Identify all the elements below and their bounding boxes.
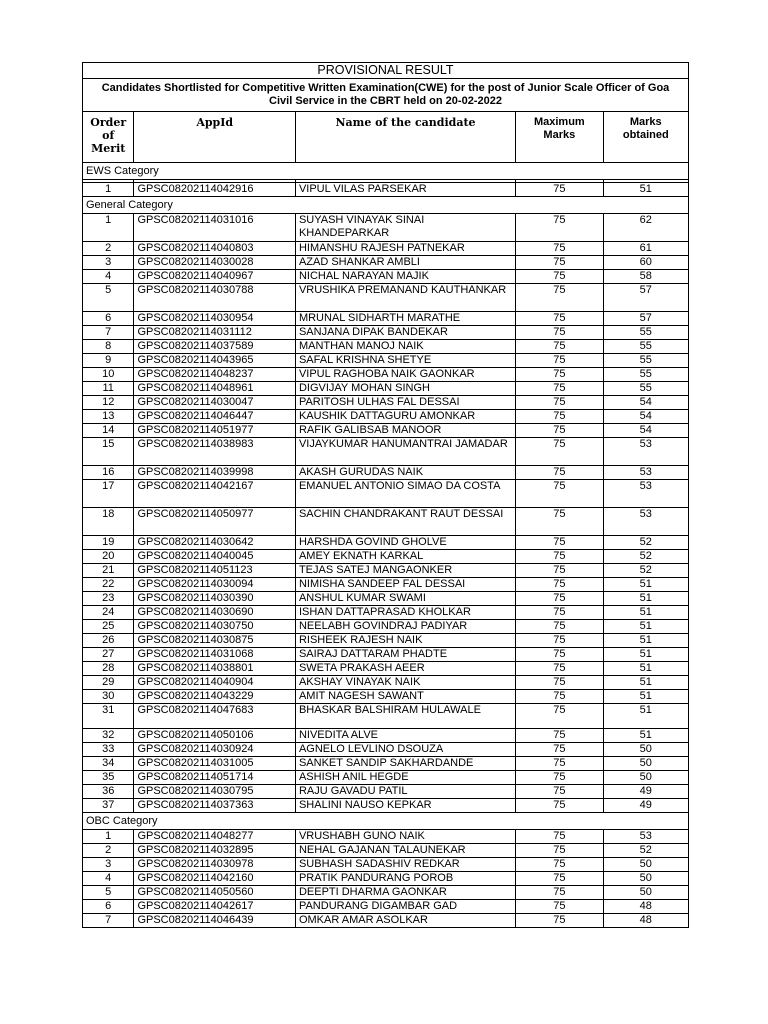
marks-obtained-cell: 49 [603,799,688,813]
marks-obtained-cell: 49 [603,785,688,799]
table-row [83,368,689,382]
marks-obtained-cell: 52 [603,536,688,550]
appid-cell: GPSC08202114046439 [134,914,296,928]
candidate-name-cell: PRATIK PANDURANG POROB [295,872,515,886]
order-of-merit-cell: 30 [83,690,134,704]
appid-cell: GPSC08202114051123 [134,564,296,578]
candidate-name-cell: NEELABH GOVINDRAJ PADIYAR [295,620,515,634]
table-row [83,284,689,312]
appid-cell: GPSC08202114030978 [134,858,296,872]
order-of-merit-cell: 9 [83,354,134,368]
maximum-marks-cell: 75 [516,757,603,771]
order-of-merit-cell: 37 [83,799,134,813]
marks-obtained-cell: 51 [603,183,688,197]
maximum-marks-cell: 75 [516,785,603,799]
table-row [83,634,689,648]
maximum-marks-cell: 75 [516,214,603,242]
candidate-name-cell: RAFIK GALIBSAB MANOOR [295,424,515,438]
marks-obtained-cell: 51 [603,634,688,648]
table-row [83,256,689,270]
appid-cell: GPSC08202114050560 [134,886,296,900]
marks-obtained-cell: 51 [603,648,688,662]
order-of-merit-cell: 26 [83,634,134,648]
candidate-name-cell: VIJAYKUMAR HANUMANTRAI JAMADAR [295,438,515,466]
order-of-merit-cell: 27 [83,648,134,662]
marks-obtained-cell: 57 [603,284,688,312]
order-of-merit-cell: 14 [83,424,134,438]
candidate-name-cell: MRUNAL SIDHARTH MARATHE [295,312,515,326]
table-row [83,592,689,606]
table-row [83,858,689,872]
appid-cell: GPSC08202114031112 [134,326,296,340]
candidate-name-cell: OMKAR AMAR ASOLKAR [295,914,515,928]
maximum-marks-cell: 75 [516,799,603,813]
maximum-marks-cell: 75 [516,424,603,438]
maximum-marks-cell: 75 [516,900,603,914]
appid-cell: GPSC08202114043229 [134,690,296,704]
appid-cell: GPSC08202114031068 [134,648,296,662]
maximum-marks-cell: 75 [516,771,603,785]
order-of-merit-cell: 31 [83,704,134,729]
marks-obtained-cell: 55 [603,368,688,382]
marks-obtained-cell: 54 [603,424,688,438]
marks-obtained-cell: 50 [603,771,688,785]
table-row [83,690,689,704]
maximum-marks-cell: 75 [516,606,603,620]
marks-obtained-cell: 51 [603,704,688,729]
candidate-name-cell: SAFAL KRISHNA SHETYE [295,354,515,368]
header-maximum-marks: Maximum Marks [516,112,603,163]
appid-cell: GPSC08202114043965 [134,354,296,368]
appid-cell: GPSC08202114050977 [134,508,296,536]
order-of-merit-cell: 19 [83,536,134,550]
order-of-merit-cell: 21 [83,564,134,578]
appid-cell: GPSC08202114042617 [134,900,296,914]
order-of-merit-cell: 8 [83,340,134,354]
marks-obtained-cell: 53 [603,508,688,536]
order-of-merit-cell: 3 [83,858,134,872]
marks-obtained-cell: 51 [603,729,688,743]
maximum-marks-cell: 75 [516,858,603,872]
table-row [83,606,689,620]
marks-obtained-cell: 53 [603,830,688,844]
table-row [83,396,689,410]
result-table [82,62,689,928]
maximum-marks-cell: 75 [516,242,603,256]
order-of-merit-cell: 16 [83,466,134,480]
candidate-name-cell: AKSHAY VINAYAK NAIK [295,676,515,690]
marks-obtained-cell: 62 [603,214,688,242]
candidate-name-cell: SACHIN CHANDRAKANT RAUT DESSAI [295,508,515,536]
header-appid: AppId [134,112,296,163]
appid-cell: GPSC08202114037589 [134,340,296,354]
table-row [83,844,689,858]
appid-cell: GPSC08202114031005 [134,757,296,771]
marks-obtained-cell: 51 [603,592,688,606]
order-of-merit-cell: 5 [83,886,134,900]
marks-obtained-cell: 55 [603,354,688,368]
appid-cell: GPSC08202114046447 [134,410,296,424]
maximum-marks-cell: 75 [516,536,603,550]
table-row [83,410,689,424]
marks-obtained-cell: 58 [603,270,688,284]
table-row [83,743,689,757]
appid-cell: GPSC08202114030390 [134,592,296,606]
maximum-marks-cell: 75 [516,508,603,536]
appid-cell: GPSC08202114032895 [134,844,296,858]
order-of-merit-cell: 35 [83,771,134,785]
order-of-merit-cell: 13 [83,410,134,424]
marks-obtained-cell: 48 [603,914,688,928]
maximum-marks-cell: 75 [516,312,603,326]
candidate-name-cell: SUBHASH SADASHIV REDKAR [295,858,515,872]
table-row [83,354,689,368]
order-of-merit-cell: 11 [83,382,134,396]
candidate-name-cell: BHASKAR BALSHIRAM HULAWALE [295,704,515,729]
appid-cell: GPSC08202114048277 [134,830,296,844]
marks-obtained-cell: 52 [603,550,688,564]
maximum-marks-cell: 75 [516,634,603,648]
order-of-merit-cell: 22 [83,578,134,592]
marks-obtained-cell: 55 [603,340,688,354]
appid-cell: GPSC08202114030642 [134,536,296,550]
maximum-marks-cell: 75 [516,382,603,396]
appid-cell: GPSC08202114048961 [134,382,296,396]
appid-cell: GPSC08202114039998 [134,466,296,480]
table-row [83,214,689,242]
maximum-marks-cell: 75 [516,550,603,564]
candidate-name-cell: NICHAL NARAYAN MAJIK [295,270,515,284]
marks-obtained-cell: 50 [603,872,688,886]
maximum-marks-cell: 75 [516,620,603,634]
maximum-marks-cell: 75 [516,743,603,757]
table-row [83,757,689,771]
maximum-marks-cell: 75 [516,340,603,354]
table-row [83,886,689,900]
marks-obtained-cell: 52 [603,844,688,858]
table-row [83,270,689,284]
appid-cell: GPSC08202114040045 [134,550,296,564]
marks-obtained-cell: 51 [603,606,688,620]
maximum-marks-cell: 75 [516,410,603,424]
marks-obtained-cell: 48 [603,900,688,914]
marks-obtained-cell: 50 [603,858,688,872]
category-heading: OBC Category [83,813,689,830]
candidate-name-cell: SANJANA DIPAK BANDEKAR [295,326,515,340]
maximum-marks-cell: 75 [516,284,603,312]
appid-cell: GPSC08202114037363 [134,799,296,813]
result-sheet [82,62,689,928]
maximum-marks-cell: 75 [516,886,603,900]
order-of-merit-cell: 10 [83,368,134,382]
appid-cell: GPSC08202114030788 [134,284,296,312]
page-title: PROVISIONAL RESULT [83,63,689,79]
candidate-name-cell: TEJAS SATEJ MANGAONKER [295,564,515,578]
maximum-marks-cell: 75 [516,872,603,886]
appid-cell: GPSC08202114040967 [134,270,296,284]
candidate-name-cell: AMEY EKNATH KARKAL [295,550,515,564]
candidate-name-cell: NEHAL GAJANAN TALAUNEKAR [295,844,515,858]
candidate-name-cell: DIGVIJAY MOHAN SINGH [295,382,515,396]
candidate-name-cell: PARITOSH ULHAS FAL DESSAI [295,396,515,410]
category-heading: General Category [83,197,689,214]
candidate-name-cell: ASHISH ANIL HEGDE [295,771,515,785]
candidate-name-cell: AGNELO LEVLINO DSOUZA [295,743,515,757]
table-row [83,550,689,564]
marks-obtained-cell: 52 [603,564,688,578]
order-of-merit-cell: 33 [83,743,134,757]
marks-obtained-cell: 53 [603,438,688,466]
appid-cell: GPSC08202114030047 [134,396,296,410]
order-of-merit-cell: 20 [83,550,134,564]
order-of-merit-cell: 17 [83,480,134,508]
maximum-marks-cell: 75 [516,368,603,382]
appid-cell: GPSC08202114051714 [134,771,296,785]
candidate-name-cell: KAUSHIK DATTAGURU AMONKAR [295,410,515,424]
table-row [83,900,689,914]
marks-obtained-cell: 51 [603,690,688,704]
table-row [83,340,689,354]
table-row [83,382,689,396]
candidate-name-cell: SWETA PRAKASH AEER [295,662,515,676]
order-of-merit-cell: 28 [83,662,134,676]
marks-obtained-cell: 50 [603,757,688,771]
maximum-marks-cell: 75 [516,914,603,928]
maximum-marks-cell: 75 [516,396,603,410]
order-of-merit-cell: 4 [83,270,134,284]
order-of-merit-cell: 1 [83,214,134,242]
order-of-merit-cell: 29 [83,676,134,690]
candidate-name-cell: EMANUEL ANTONIO SIMAO DA COSTA [295,480,515,508]
candidate-name-cell: PANDURANG DIGAMBAR GAD [295,900,515,914]
order-of-merit-cell: 7 [83,326,134,340]
appid-cell: GPSC08202114040803 [134,242,296,256]
candidate-name-cell: SAIRAJ DATTARAM PHADTE [295,648,515,662]
table-row [83,424,689,438]
candidate-name-cell: HIMANSHU RAJESH PATNEKAR [295,242,515,256]
order-of-merit-cell: 18 [83,508,134,536]
table-row [83,242,689,256]
order-of-merit-cell: 2 [83,844,134,858]
candidate-name-cell: AKASH GURUDAS NAIK [295,466,515,480]
candidate-name-cell: ANSHUL KUMAR SWAMI [295,592,515,606]
category-heading: EWS Category [83,163,689,180]
appid-cell: GPSC08202114040904 [134,676,296,690]
maximum-marks-cell: 75 [516,183,603,197]
marks-obtained-cell: 55 [603,326,688,340]
header-candidate-name: Name of the candidate [295,112,515,163]
candidate-name-cell: VRUSHABH GUNO NAIK [295,830,515,844]
appid-cell: GPSC08202114030924 [134,743,296,757]
header-marks-obtained: Marks obtained [603,112,688,163]
table-row [83,578,689,592]
marks-obtained-cell: 57 [603,312,688,326]
table-row [83,676,689,690]
appid-cell: GPSC08202114038801 [134,662,296,676]
marks-obtained-cell: 51 [603,676,688,690]
candidate-name-cell: VIPUL RAGHOBA NAIK GAONKAR [295,368,515,382]
marks-obtained-cell: 51 [603,620,688,634]
appid-cell: GPSC08202114030690 [134,606,296,620]
order-of-merit-cell: 15 [83,438,134,466]
table-row [83,466,689,480]
order-of-merit-cell: 2 [83,242,134,256]
table-row [83,564,689,578]
appid-cell: GPSC08202114050106 [134,729,296,743]
maximum-marks-cell: 75 [516,648,603,662]
table-row [83,508,689,536]
maximum-marks-cell: 75 [516,704,603,729]
table-row [83,662,689,676]
appid-cell: GPSC08202114030954 [134,312,296,326]
table-row [83,620,689,634]
marks-obtained-cell: 51 [603,578,688,592]
page-subtitle: Candidates Shortlisted for Competitive Written Examination(CWE) for the post of Junior Scale Officer of Goa Civil Service in the CBRT held on 20-02-2022 [83,79,689,112]
candidate-name-cell: VIPUL VILAS PARSEKAR [295,183,515,197]
maximum-marks-cell: 75 [516,662,603,676]
order-of-merit-cell: 23 [83,592,134,606]
marks-obtained-cell: 51 [603,662,688,676]
order-of-merit-cell: 6 [83,900,134,914]
maximum-marks-cell: 75 [516,354,603,368]
maximum-marks-cell: 75 [516,326,603,340]
maximum-marks-cell: 75 [516,844,603,858]
marks-obtained-cell: 53 [603,480,688,508]
order-of-merit-cell: 32 [83,729,134,743]
table-row [83,704,689,729]
appid-cell: GPSC08202114031016 [134,214,296,242]
candidate-name-cell: SANKET SANDIP SAKHARDANDE [295,757,515,771]
order-of-merit-cell: 4 [83,872,134,886]
candidate-name-cell: HARSHDA GOVIND GHOLVE [295,536,515,550]
maximum-marks-cell: 75 [516,592,603,606]
marks-obtained-cell: 53 [603,466,688,480]
table-row [83,799,689,813]
marks-obtained-cell: 54 [603,410,688,424]
maximum-marks-cell: 75 [516,729,603,743]
candidate-name-cell: NIVEDITA ALVE [295,729,515,743]
maximum-marks-cell: 75 [516,480,603,508]
appid-cell: GPSC08202114042160 [134,872,296,886]
table-row [83,914,689,928]
candidate-name-cell: RISHEEK RAJESH NAIK [295,634,515,648]
maximum-marks-cell: 75 [516,564,603,578]
table-row [83,480,689,508]
table-row [83,830,689,844]
candidate-name-cell: NIMISHA SANDEEP FAL DESSAI [295,578,515,592]
maximum-marks-cell: 75 [516,270,603,284]
candidate-name-cell: SHALINI NAUSO KEPKAR [295,799,515,813]
appid-cell: GPSC08202114030795 [134,785,296,799]
appid-cell: GPSC08202114030028 [134,256,296,270]
candidate-name-cell: DEEPTI DHARMA GAONKAR [295,886,515,900]
table-row [83,771,689,785]
maximum-marks-cell: 75 [516,676,603,690]
marks-obtained-cell: 50 [603,743,688,757]
marks-obtained-cell: 61 [603,242,688,256]
table-row [83,536,689,550]
candidate-name-cell: MANTHAN MANOJ NAIK [295,340,515,354]
table-row [83,438,689,466]
header-order-of-merit: Order of Merit [83,112,134,163]
maximum-marks-cell: 75 [516,690,603,704]
table-row [83,648,689,662]
appid-cell: GPSC08202114042167 [134,480,296,508]
marks-obtained-cell: 60 [603,256,688,270]
appid-cell: GPSC08202114047683 [134,704,296,729]
order-of-merit-cell: 34 [83,757,134,771]
appid-cell: GPSC08202114051977 [134,424,296,438]
appid-cell: GPSC08202114030094 [134,578,296,592]
table-row [83,872,689,886]
marks-obtained-cell: 50 [603,886,688,900]
order-of-merit-cell: 25 [83,620,134,634]
order-of-merit-cell: 1 [83,183,134,197]
order-of-merit-cell: 6 [83,312,134,326]
candidate-name-cell: RAJU GAVADU PATIL [295,785,515,799]
appid-cell: GPSC08202114030750 [134,620,296,634]
marks-obtained-cell: 54 [603,396,688,410]
table-row [83,326,689,340]
order-of-merit-cell: 24 [83,606,134,620]
maximum-marks-cell: 75 [516,256,603,270]
maximum-marks-cell: 75 [516,466,603,480]
candidate-name-cell: ISHAN DATTAPRASAD KHOLKAR [295,606,515,620]
appid-cell: GPSC08202114042916 [134,183,296,197]
table-row [83,312,689,326]
order-of-merit-cell: 12 [83,396,134,410]
order-of-merit-cell: 1 [83,830,134,844]
order-of-merit-cell: 3 [83,256,134,270]
maximum-marks-cell: 75 [516,438,603,466]
table-row [83,785,689,799]
order-of-merit-cell: 5 [83,284,134,312]
candidate-name-cell: SUYASH VINAYAK SINAI KHANDEPARKAR [295,214,515,242]
candidate-name-cell: AZAD SHANKAR AMBLI [295,256,515,270]
candidate-name-cell: AMIT NAGESH SAWANT [295,690,515,704]
table-row [83,183,689,197]
appid-cell: GPSC08202114030875 [134,634,296,648]
appid-cell: GPSC08202114038983 [134,438,296,466]
order-of-merit-cell: 36 [83,785,134,799]
candidate-name-cell: VRUSHIKA PREMANAND KAUTHANKAR [295,284,515,312]
maximum-marks-cell: 75 [516,830,603,844]
appid-cell: GPSC08202114048237 [134,368,296,382]
maximum-marks-cell: 75 [516,578,603,592]
order-of-merit-cell: 7 [83,914,134,928]
marks-obtained-cell: 55 [603,382,688,396]
table-row [83,729,689,743]
